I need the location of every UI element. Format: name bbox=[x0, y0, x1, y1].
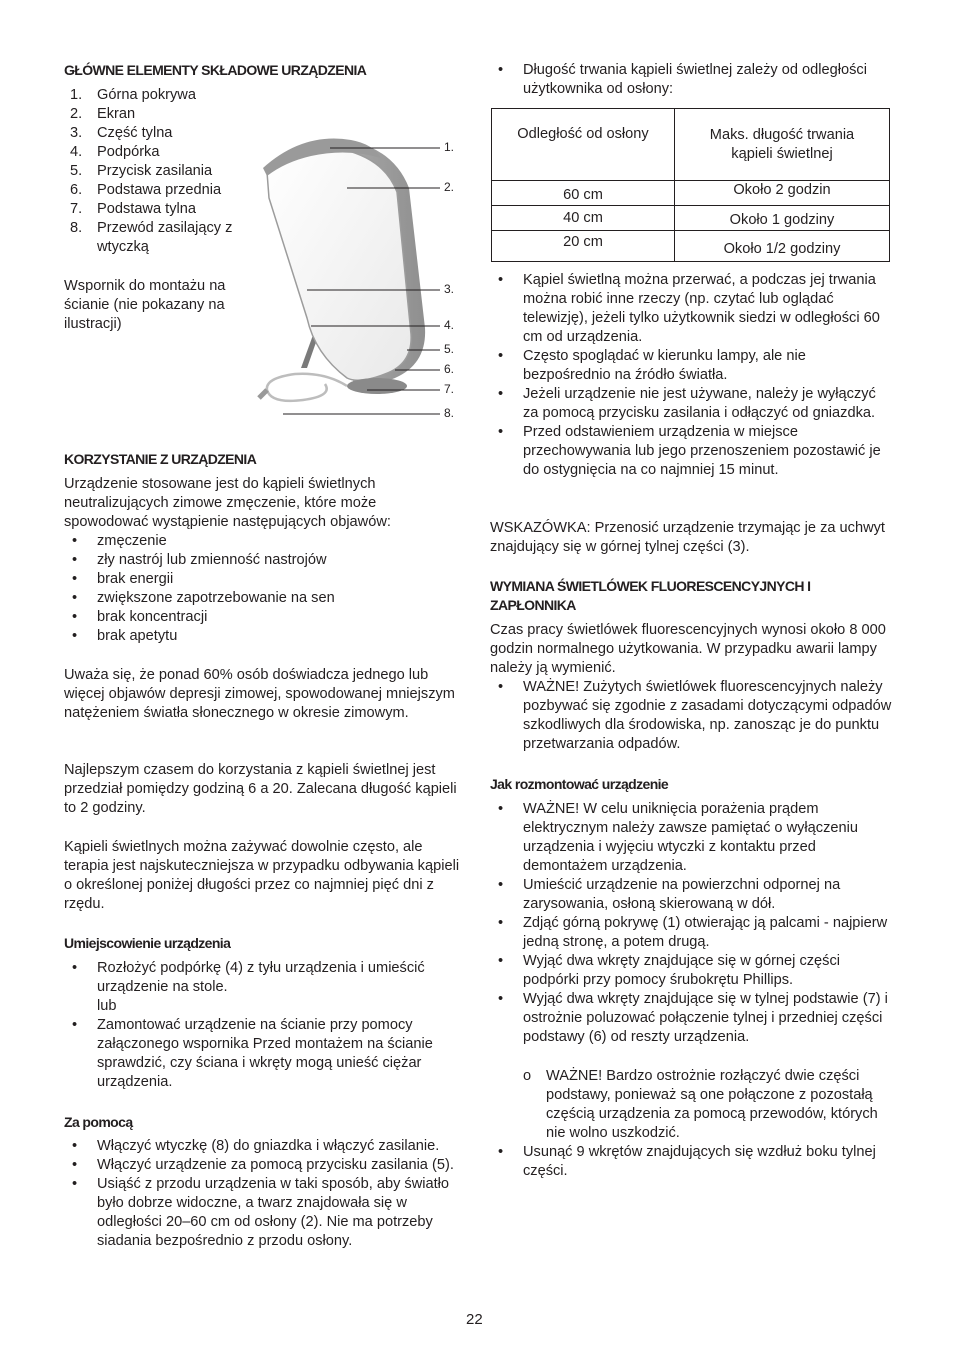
list-item: • WAŻNE! W celu uniknięcia porażenia prądem elektrycznym należy zawsze pamiętać o wyłączeniu urządzenia i wyjęciu wtyczki z kontaktu przed demontażem urządzenia. bbox=[490, 800, 892, 876]
disassemble-list bbox=[490, 800, 892, 1047]
list-item: 3. Część tylna bbox=[70, 125, 173, 141]
symptoms-list bbox=[64, 532, 464, 646]
replace-intro: Czas pracy świetlówek fluorescencyjnych wynosi około 8 000 godzin normalnego użytkowania. W przypadku awarii lampy należy ją wymienić. bbox=[490, 622, 886, 676]
tip-paragraph: WSKAZÓWKA: Przenosić urządzenie trzymając je za uchwyt znajdujący się w górnej tylnej części (3). bbox=[490, 520, 885, 555]
list-item: • Kąpiel świetlną można przerwać, a podczas jej trwania można robić inne rzeczy (np. czytać lub oglądać telewizję), jeżeli tylko użytkownik siedzi w odległości 60 cm od urządzenia. bbox=[490, 271, 890, 347]
table-cell: 20 cm bbox=[492, 231, 675, 262]
list-item: 5. Przycisk zasilania bbox=[70, 163, 213, 179]
sub-marker: o bbox=[523, 1068, 532, 1084]
list-item: • zły nastrój lub zmienność nastrojów bbox=[64, 551, 464, 570]
list-item: • Usiąść z przodu urządzenia w taki sposób, aby światło było dobrze widoczne, a twarz znajdowała się w odległości 20–60 cm od osłony (2). Nie ma potrzeby siadania bezpośrednio z przodu osłony. bbox=[64, 1175, 466, 1251]
notes-list bbox=[490, 271, 890, 480]
table-header-cell: Odległość od osłony bbox=[492, 109, 675, 181]
callout-label: 5. bbox=[444, 342, 455, 356]
list-item: • Umieścić urządzenie na powierzchni odpornej na zarysowania, osłoną skierowaną w dół. bbox=[490, 876, 892, 914]
placement-heading: Umiejscowienie urządzenia bbox=[64, 935, 231, 951]
list-item: • Włączyć urządzenie za pomocą przycisku zasilania (5). bbox=[64, 1156, 466, 1175]
callout-label: 7. bbox=[444, 382, 455, 396]
list-item: 4. Podpórka bbox=[70, 144, 160, 160]
paragraph-best-time: Najlepszym czasem do korzystania z kąpieli świetlnej jest przedział pomiędzy godziną 6 a 20. Zalecana długość kąpieli to 2 godziny. bbox=[64, 762, 457, 816]
help-heading: Za pomocą bbox=[64, 1114, 133, 1130]
list-item: • Włączyć wtyczkę (8) do gniazdka i włączyć zasilanie. bbox=[64, 1137, 466, 1156]
callout-label: 1. bbox=[444, 140, 455, 154]
list-item: • Długość trwania kąpieli świetlnej zależy od odległości użytkownika od osłony: bbox=[490, 61, 890, 99]
list-item: • zwiększone zapotrzebowanie na sen bbox=[64, 589, 464, 608]
table-row bbox=[492, 231, 890, 262]
list-item: • Zamontować urządzenie na ścianie przy pomocy załączonego wspornika Przed montażem na ścianie sprawdzić, czy ściana i wkręty mogą unieść ciężar urządzenia. bbox=[64, 1016, 466, 1092]
callout-label: 4. bbox=[444, 318, 455, 332]
placement-list bbox=[64, 959, 466, 1092]
list-item: • brak apetytu bbox=[64, 627, 464, 646]
or-text: lub bbox=[97, 998, 117, 1014]
list-item: • Wyjąć dwa wkręty znajdujące się w górnej części podpórki przy pomocy śrubokrętu Phillips. bbox=[490, 952, 892, 990]
list-item: • zmęczenie bbox=[64, 532, 464, 551]
wall-bracket-note: Wspornik do montażu na ścianie (nie pokazany na ilustracji) bbox=[64, 278, 226, 332]
table-cell: 40 cm bbox=[492, 206, 675, 231]
replace-list bbox=[490, 678, 892, 754]
table-row bbox=[492, 181, 890, 206]
help-list bbox=[64, 1137, 466, 1251]
device-base bbox=[347, 378, 407, 394]
table-row bbox=[492, 206, 890, 231]
list-item: • Jeżeli urządzenie nie jest używane, należy je wyłączyć za pomocą przycisku zasilania i odłączyć od gniazdka. bbox=[490, 385, 890, 423]
list-item: • brak energii bbox=[64, 570, 464, 589]
list-item: 2. Ekran bbox=[70, 106, 136, 122]
duration-bullet-list bbox=[490, 61, 890, 99]
duration-table bbox=[491, 108, 890, 262]
table-cell: Około 1 godziny bbox=[675, 206, 890, 231]
power-cord bbox=[267, 374, 347, 401]
usage-intro: Urządzenie stosowane jest do kąpieli świetlnych neutralizujących zimowe zmęczenie, które może spowodować wystąpienie następujących objawów: bbox=[64, 476, 391, 530]
device-screen bbox=[267, 148, 411, 381]
usage-heading: KORZYSTANIE Z URZĄDZENIA bbox=[64, 451, 257, 467]
list-item: • Często spoglądać w kierunku lampy, ale nie bezpośrednio na źródło światła. bbox=[490, 347, 890, 385]
table-header-row bbox=[492, 109, 890, 181]
list-item: • Usunąć 9 wkrętów znajdujących się wzdłuż boku tylnej części. bbox=[490, 1143, 892, 1181]
last-list bbox=[490, 1143, 892, 1181]
list-item: • Przed odstawieniem urządzenia w miejsce przechowywania lub jego przenoszeniem pozostawić je do ostygnięcia na co najmniej 15 minut. bbox=[490, 423, 890, 480]
list-item: • WAŻNE! Zużytych świetlówek fluorescencyjnych należy pozbywać się zgodnie z zasadami dotyczącymi odpadów szkodliwych dla środowiska, np. zanosząc je do punktu przetwarzania odpadów. bbox=[490, 678, 892, 754]
list-item: 6. Podstawa przednia bbox=[70, 182, 222, 198]
device-illustration bbox=[255, 128, 465, 428]
main-parts-heading: GŁÓWNE ELEMENTY SKŁADOWE URZĄDZENIA bbox=[64, 62, 367, 78]
sub-note: o WAŻNE! Bardzo ostrożnie rozłączyć dwie części podstawy, ponieważ są one połączone z pozostałą częścią urządzenia za pomocą przewodów, których nie wolno uszkodzić. bbox=[523, 1068, 878, 1141]
parts-list bbox=[64, 86, 277, 257]
table-cell: Około 2 godzin bbox=[675, 181, 890, 206]
list-item: 7. Podstawa tylna bbox=[70, 201, 196, 217]
list-item: • brak koncentracji bbox=[64, 608, 464, 627]
table-header-cell: Maks. długość trwania kąpieli świetlnej bbox=[675, 109, 890, 181]
callout-label: 8. bbox=[444, 406, 455, 420]
list-item: • Zdjąć górną pokrywę (1) otwierając ją palcami - najpierw jedną stronę, a potem drugą. bbox=[490, 914, 892, 952]
list-item: • Rozłożyć podpórkę (4) z tyłu urządzenia i umieścić urządzenie na stole. lub bbox=[64, 959, 466, 1016]
page-number: 22 bbox=[466, 1311, 483, 1328]
paragraph-60-percent: Uważa się, że ponad 60% osób doświadcza jednego lub więcej objawów depresji zimowej, spowodowanej mniejszym natężeniem światła słonecznego w okresie zimowym. bbox=[64, 667, 455, 721]
plug bbox=[259, 390, 267, 398]
table-cell: 60 cm bbox=[492, 181, 675, 206]
list-item: 8. Przewód zasilający z wtyczką bbox=[70, 220, 233, 255]
paragraph-frequency: Kąpieli świetlnych można zażywać dowolnie często, ale terapia jest najskuteczniejsza w przypadku odbywania kąpieli o określonej poniżej długości przez co najmniej pięć dni z rzędu. bbox=[64, 839, 460, 912]
callout-label: 3. bbox=[444, 282, 455, 296]
callout-label: 6. bbox=[444, 362, 455, 376]
callout-label: 2. bbox=[444, 180, 455, 194]
table-cell: Około 1/2 godziny bbox=[675, 231, 890, 262]
list-item: 1. Górna pokrywa bbox=[70, 87, 196, 103]
list-item: • Wyjąć dwa wkręty znajdujące się w tylnej podstawie (7) i ostrożnie poluzować połączenie tylnej i przedniej części podstawy (6) od reszty urządzenia. bbox=[490, 990, 892, 1047]
replace-heading: WYMIANA ŚWIETLÓWEK FLUORESCENCYJNYCH I ZAPŁONNIKA bbox=[490, 578, 811, 613]
disassemble-heading: Jak rozmontować urządzenie bbox=[490, 776, 669, 792]
